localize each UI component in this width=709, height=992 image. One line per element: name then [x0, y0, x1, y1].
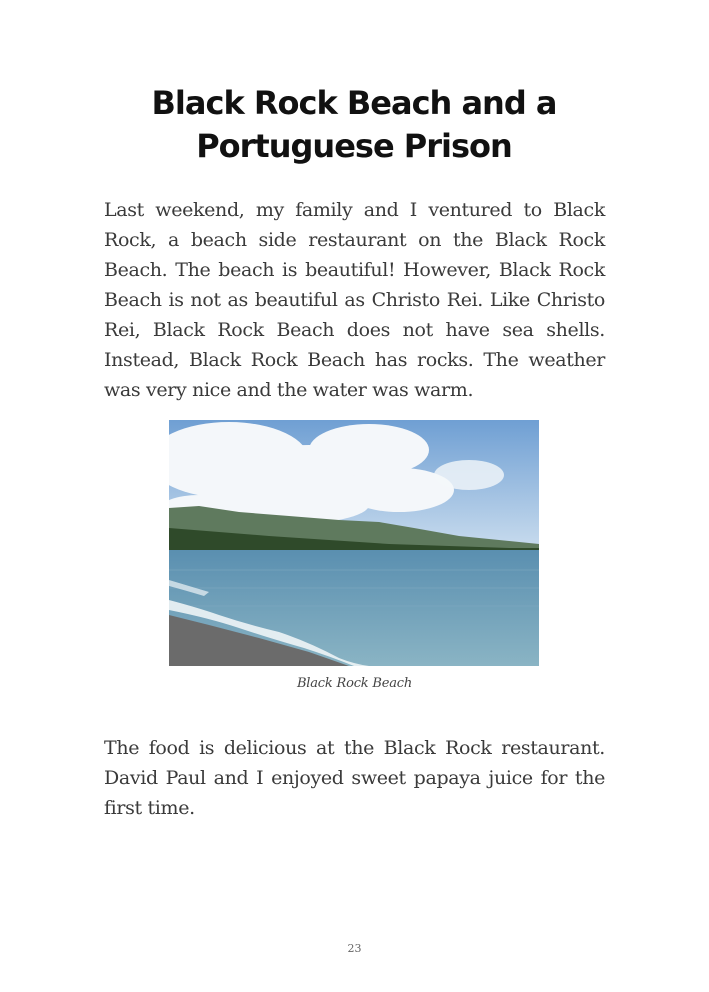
photo-caption: Black Rock Beach [296, 676, 413, 691]
paragraph-intro: Last weekend, my family and I ventured to Black Rock, a beach side restaurant on the Black Rock Beach. The beach is beautiful! However, Black Rock Beach is not as beautiful as Christo Rei. Like Christo Rei, Black Rock Beach does not have sea shells. Instead, Black Rock Beach has rocks. The weather was very nice and the water was warm. [104, 199, 605, 401]
page-number: 23 [347, 942, 362, 955]
beach-photo-illustration [169, 420, 539, 666]
beach-photo [169, 420, 539, 666]
paragraph-food: The food is delicious at the Black Rock restaurant. David Paul and I enjoyed sweet papaya juice for the first time. [104, 737, 605, 819]
page-title: Black Rock Beach and a Portuguese Prison [151, 84, 557, 165]
